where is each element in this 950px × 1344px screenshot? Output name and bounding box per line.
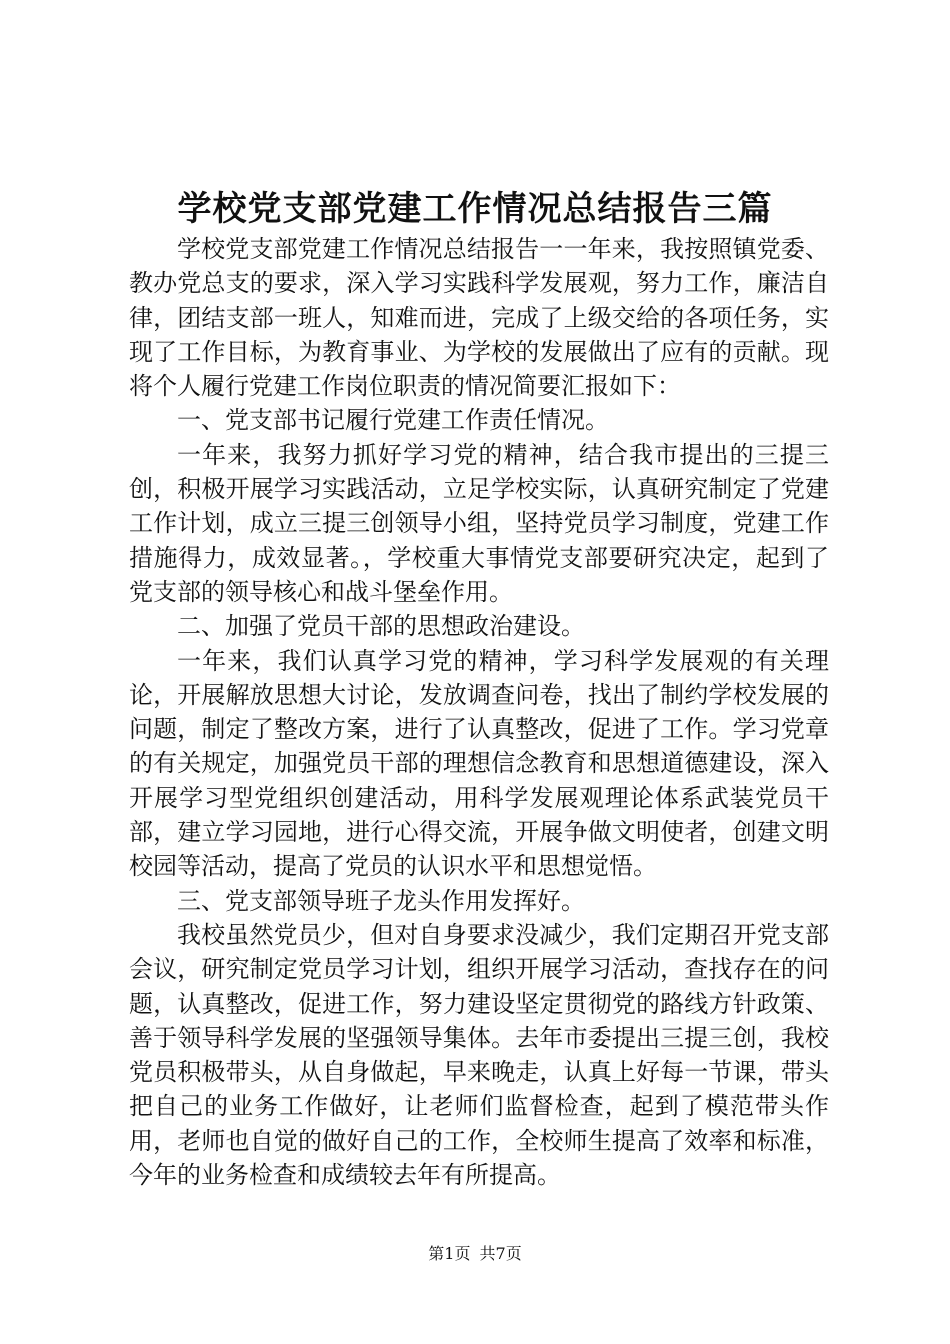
section-heading-1: 一、党支部书记履行党建工作责任情况。 <box>177 406 609 435</box>
paragraph-intro: 学校党支部党建工作情况总结报告一一年来，我按照镇党委、教办党总支的要求，深入学习实践科学发展观，努力工作，廉洁自律，团结支部一班人，知难而进，完成了上级交给的各项任务，实现了工作目标，为教育事业、为学校的发展做出了应有的贡献。现将个人履行党建工作岗位职责的情况简要汇报如下： <box>129 235 829 401</box>
section-heading-3: 三、党支部领导班子龙头作用发挥好。 <box>177 886 585 915</box>
section-heading-2: 二、加强了党员干部的思想政治建设。 <box>177 612 585 641</box>
document-title: 学校党支部党建工作情况总结报告三篇 <box>177 189 773 229</box>
paragraph-section-3: 我校虽然党员少，但对自身要求没减少，我们定期召开党支部会议，研究制定党员学习计划，组织开展学习活动，查找存在的问题，认真整改，促进工作，努力建设坚定贯彻党的路线方针政策、善于领导科学发展的坚强领导集体。去年市委提出三提三创，我校党员积极带头，从自身做起，早来晚走，认真上好每一节课，带头把自己的业务工作做好，让老师们监督检查，起到了模范带头作用，老师也自觉的做好自己的工作，全校师生提高了效率和标准，今年的业务检查和成绩较去年有所提高。 <box>129 920 829 1190</box>
paragraph-section-1: 一年来，我努力抓好学习党的精神，结合我市提出的三提三创，积极开展学习实践活动，立足学校实际，认真研究制定了党建工作计划，成立三提三创领导小组，坚持党员学习制度，党建工作措施得力，成效显著。，学校重大事情党支部要研究决定，起到了党支部的领导核心和战斗堡垒作用。 <box>129 440 829 606</box>
document-body <box>129 232 829 1192</box>
paragraph-section-2: 一年来，我们认真学习党的精神，学习科学发展观的有关理论，开展解放思想大讨论，发放调查问卷，找出了制约学校发展的问题，制定了整改方案，进行了认真整改，促进了工作。学习党章的有关规定，加强党员干部的理想信念教育和思想道德建设，深入开展学习型党组织创建活动，用科学发展观理论体系武装党员干部，建立学习园地，进行心得交流，开展争做文明使者，创建文明校园等活动，提高了党员的认识水平和思想觉悟。 <box>129 646 829 881</box>
page-footer <box>0 1242 950 1266</box>
page-number: 第1页 <box>428 1244 471 1263</box>
page-total: 共7页 <box>479 1244 522 1263</box>
